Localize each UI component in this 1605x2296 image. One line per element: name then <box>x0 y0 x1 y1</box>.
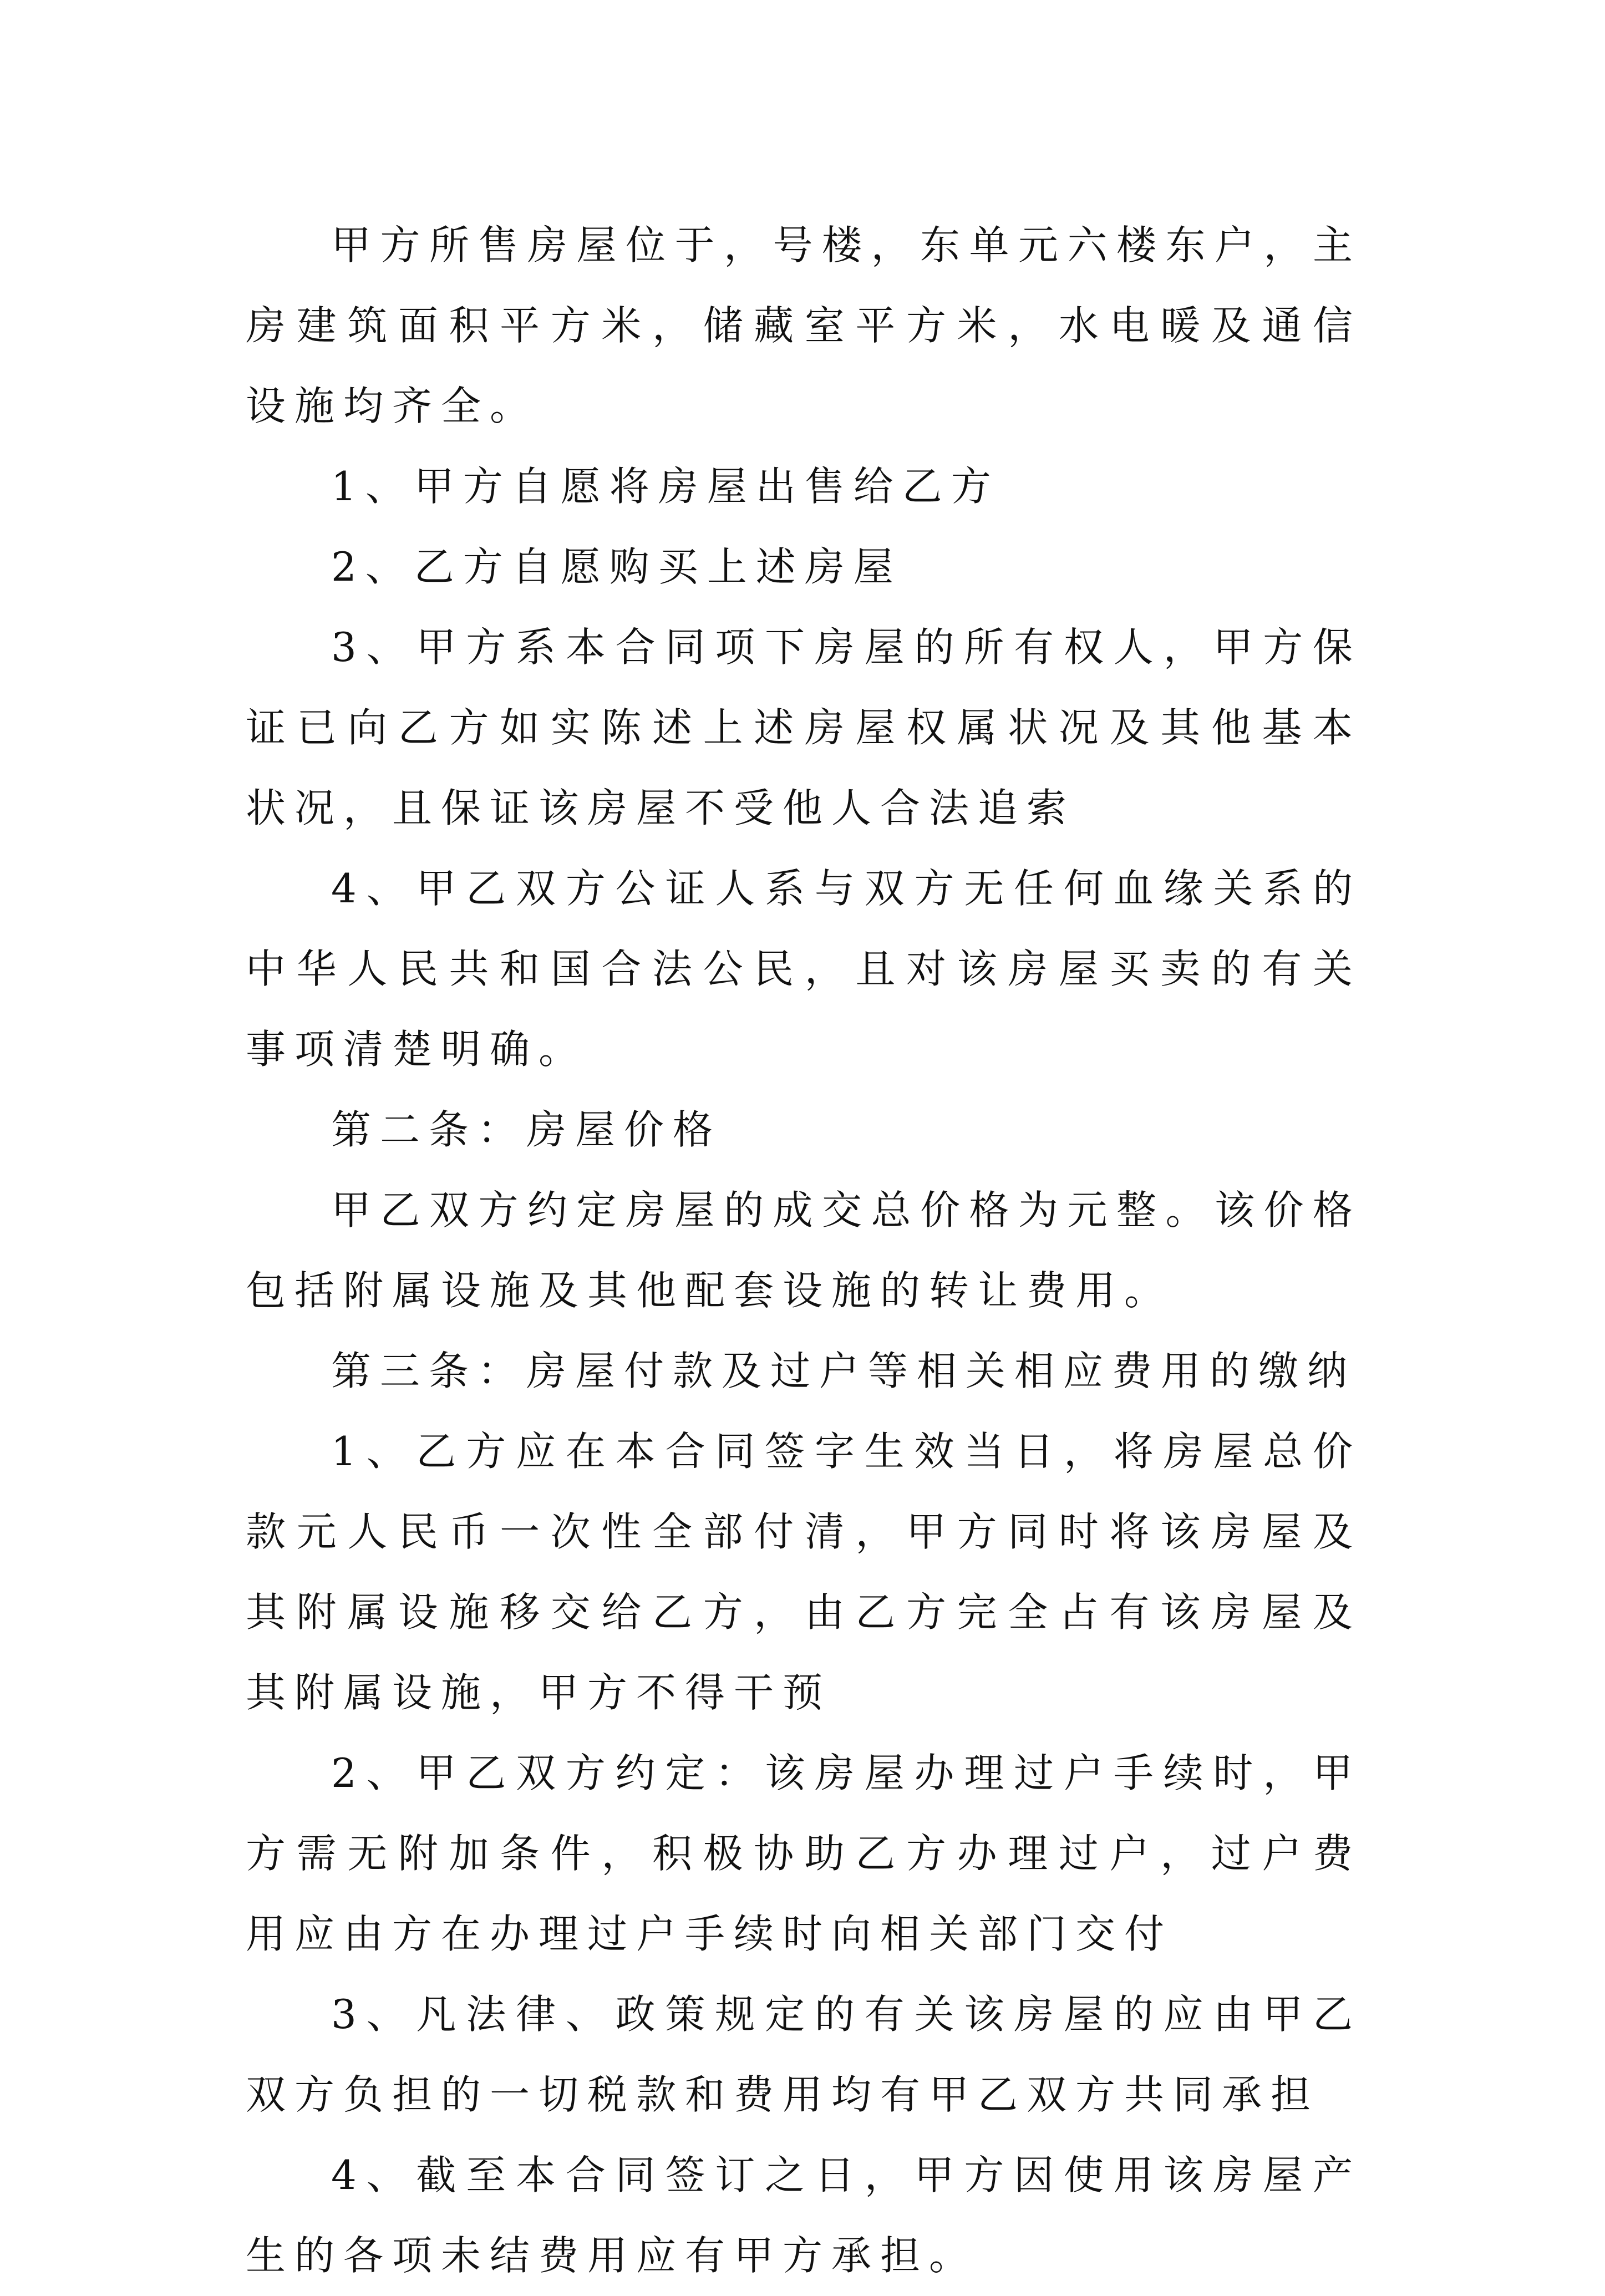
paragraph-payment-4: 4、截至本合同签订之日，甲方因使用该房屋产生的各项未结费用应有甲方承担。 <box>246 2152 1362 2279</box>
paragraph-clause-2: 2、乙方自愿购买上述房屋 <box>331 543 902 590</box>
paragraph-payment-3: 3、凡法律、政策规定的有关该房屋的应由甲乙双方负担的一切税款和费用均有甲乙双方共同承担 <box>246 1991 1362 2118</box>
section-heading-article-3: 第三条：房屋付款及过户等相关相应费用的缴纳 <box>331 1348 1357 1394</box>
paragraph-price: 甲乙双方约定房屋的成交总价格为元整。该价格包括附属设施及其他配套设施的转让费用。 <box>246 1187 1362 1314</box>
contract-body <box>246 205 1362 2296</box>
paragraph-clause-1: 1、甲方自愿将房屋出售给乙方 <box>331 463 1000 510</box>
paragraph-clause-4: 4、甲乙双方公证人系与双方无任何血缘关系的中华人民共和国合法公民，且对该房屋买卖的有关事项清楚明确。 <box>246 865 1362 1073</box>
paragraph-clause-3: 3、甲方系本合同项下房屋的所有权人，甲方保证已向乙方如实陈述上述房屋权属状况及其他基本状况，且保证该房屋不受他人合法追索 <box>246 624 1362 831</box>
paragraph-property-location: 甲方所售房屋位于，号楼，东单元六楼东户，主房建筑面积平方米，储藏室平方米，水电暖及通信设施均齐全。 <box>246 222 1362 429</box>
paragraph-payment-1: 1、乙方应在本合同签字生效当日，将房屋总价款元人民币一次性全部付清，甲方同时将该房屋及其附属设施移交给乙方，由乙方完全占有该房屋及其附属设施，甲方不得干预 <box>246 1428 1362 1716</box>
paragraph-payment-2: 2、甲乙双方约定：该房屋办理过户手续时，甲方需无附加条件，积极协助乙方办理过户，过户费用应由方在办理过户手续时向相关部门交付 <box>246 1750 1362 1957</box>
section-heading-article-2: 第二条：房屋价格 <box>331 1106 722 1153</box>
